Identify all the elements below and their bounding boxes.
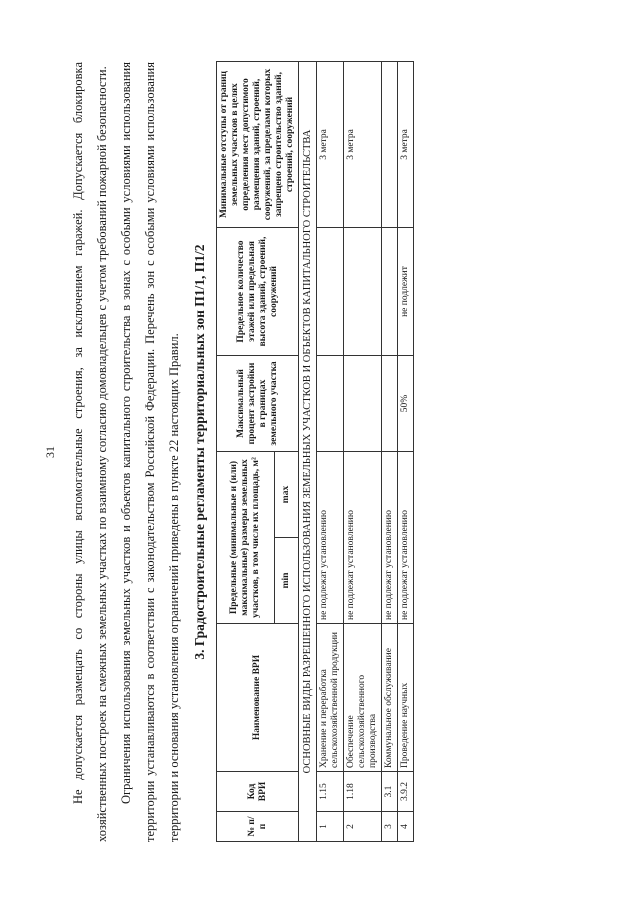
cell-name: Проведение научных [398,624,414,772]
cell-floors: не подлежит [398,228,414,356]
cell-size: не подлежат установлению [344,452,382,624]
table-row [317,62,344,842]
table-row [382,62,398,842]
cell-setback [382,62,398,228]
cell-name: Хранение и переработка сельскохозяйственной продукции [317,624,344,772]
paragraph-restrictions: Ограничения использования земельных участков и объектов капитального строительства в зонах с особыми условиями использования территории устанавливаются в соответствии с законодательством Российской Федерации. Перечень зон с особыми условиями использования территории и основания установления ограничений приведены в пункте 22 настоящих Правил. [119,62,181,842]
cell-floors [382,228,398,356]
regulations-table [216,61,414,842]
cell-percent [344,356,382,452]
cell-percent: 50% [398,356,414,452]
group-label: ОСНОВНЫЕ ВИДЫ РАЗРЕШЕННОГО ИСПОЛЬЗОВАНИЯ ЗЕМЕЛЬНЫХ УЧАСТКОВ И ОБЪЕКТОВ КАПИТАЛЬНОГО СТРОИТЕЛЬСТВА [299,62,317,842]
cell-name: Обеспечение сельскохозяйственного производства [344,624,382,772]
cell-size: не подлежат установлению [317,452,344,624]
cell-name: Коммунальное обслуживание [382,624,398,772]
cell-floors [344,228,382,356]
header-floors: Предельное количество этажей или предельная высота зданий, строений, сооружений [217,228,299,356]
cell-code: 3.1 [382,772,398,812]
paragraph-garages: Не допускается размещать со стороны улицы вспомогательные строения, за исключением гаражей. Допускается блокировка хозяйственных построек на смежных земельных участках по взаимному согласию домовладельцев с учетом требований пожарной безопасности. [71,62,109,842]
header-num: № п/п [217,812,299,842]
document-page [25,22,615,882]
table-group-row [299,62,317,842]
cell-num: 3 [382,812,398,842]
cell-percent [382,356,398,452]
page-number: 31 [43,446,57,458]
table-row [398,62,414,842]
header-max: max [274,452,298,538]
header-min: min [274,538,298,624]
cell-size: не подлежат установлению [398,452,414,624]
cell-code: 1.15 [317,772,344,812]
header-setback: Минимальные отступы от границ земельных участков в целях определения мест допустимого размещения зданий, строений, сооружений, за пределами которых запрещено строительство зданий, строений, сооружений [217,62,299,228]
cell-num: 1 [317,812,344,842]
cell-floors [317,228,344,356]
cell-code: 3.9.2 [398,772,414,812]
cell-setback: 3 метра [398,62,414,228]
cell-setback: 3 метра [344,62,382,228]
header-code: Код ВРИ [217,772,299,812]
header-percent: Максимальный процент застройки в границах земельного участка [217,356,299,452]
header-size: Предельные (минимальные и (или) максимальные) размеры земельных участков, в том числе их площадь, м² [217,452,275,624]
cell-code: 1.18 [344,772,382,812]
cell-percent [317,356,344,452]
section-title: 3. Градостроительные регламенты территориальных зон П1/1, П1/2 [192,244,207,660]
header-name: Наименование ВРИ [217,624,299,772]
table-header-row [217,62,275,842]
table-row [344,62,382,842]
cell-setback: 3 метра [317,62,344,228]
cell-num: 2 [344,812,382,842]
cell-num: 4 [398,812,414,842]
cell-size: не подлежат установлению [382,452,398,624]
